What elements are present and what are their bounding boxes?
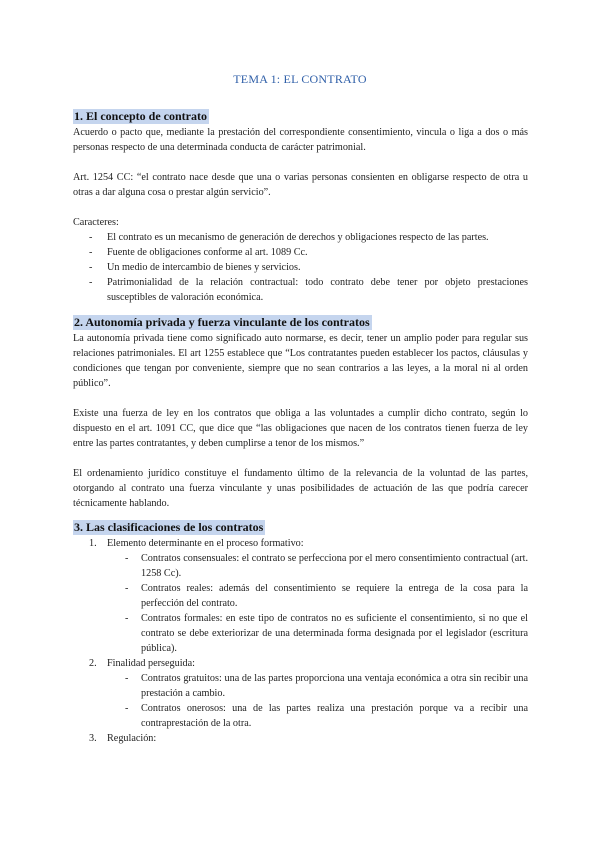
list-item: - Patrimonialidad de la relación contractual: todo contrato debe tener por objeto prestaciones susceptibles de valoración económica. <box>73 275 528 305</box>
list-item <box>73 656 528 731</box>
section-heading: 1. El concepto de contrato <box>74 109 207 123</box>
paragraph: Acuerdo o pacto que, mediante la prestación del correspondiente consentimiento, vincula o liga a dos o más personas respecto de una determinada conducta de carácter patrimonial. <box>73 127 528 153</box>
section-heading: 3. Las clasificaciones de los contratos <box>74 520 264 534</box>
section-clasificaciones <box>73 518 528 746</box>
caracteres-list <box>73 230 528 305</box>
list-number: 2. <box>89 658 97 669</box>
caracteres-label: Caracteres: <box>73 217 119 228</box>
sub-list-item: - Contratos gratuitos: una de las partes proporciona una ventaja económica a otra sin recibir una prestación a cambio. <box>107 671 528 701</box>
paragraph: Art. 1254 CC: “el contrato nace desde que una o varias personas consienten en obligarse respecto de otra u otras a dar alguna cosa o prestar algún servicio”. <box>73 172 528 198</box>
section-heading: 2. Autonomía privada y fuerza vinculante de los contratos <box>74 315 370 329</box>
section-autonomia <box>73 313 528 511</box>
list-item: - Fuente de obligaciones conforme al art. 1089 Cc. <box>73 245 528 260</box>
sub-list <box>107 671 528 731</box>
paragraph: El ordenamiento jurídico constituye el fundamento último de la relevancia de la voluntad de las partes, otorgando al contrato una fuerza vinculante y unas posibilidades de actuación de las que podría carecer técnicamente hablando. <box>73 468 528 509</box>
section-concepto <box>73 107 528 305</box>
list-item: - El contrato es un mecanismo de generación de derechos y obligaciones respecto de las partes. <box>73 230 528 245</box>
list-label: Regulación: <box>107 733 157 744</box>
paragraph: La autonomía privada tiene como significado auto normarse, es decir, tener un amplio poder para regular sus relaciones patrimoniales. El art 1255 establece que “Los contratantes pueden establecer los pactos, cláusulas y condiciones que tengan por conveniente, siempre que no sean contrarios a las leyes, a la moral ni al orden público”. <box>73 333 528 389</box>
sub-list-item: - Contratos onerosos: una de las partes realiza una prestación porque va a recibir una contraprestación de la otra. <box>107 701 528 731</box>
list-label: Finalidad perseguida: <box>107 658 195 669</box>
sub-list-item: - Contratos reales: además del consentimiento se requiere la entrega de la cosa para la perfección del contrato. <box>107 581 528 611</box>
sub-list-item: - Contratos formales: en este tipo de contratos no es suficiente el consentimiento, si no que el contrato se debe exteriorizar de una determinada forma designada por el legislador (escritura pública). <box>107 611 528 656</box>
sub-list <box>107 551 528 656</box>
list-item <box>73 536 528 656</box>
paragraph: Existe una fuerza de ley en los contratos que obliga a las voluntades a cumplir dicho contrato, según lo dispuesto en el art. 1091 CC, que dice que “las obligaciones que nacen de los contratos tienen fuerza de ley entre las partes contratantes, y deben cumplirse a tenor de los mismos.” <box>73 408 528 449</box>
page-title: TEMA 1: EL CONTRATO <box>233 72 367 86</box>
list-label: Elemento determinante en el proceso formativo: <box>107 538 304 549</box>
list-number: 3. <box>89 733 97 744</box>
list-item: - Un medio de intercambio de bienes y servicios. <box>73 260 528 275</box>
sub-list-item: - Contratos consensuales: el contrato se perfecciona por el mero consentimiento contractual (art. 1258 Cc). <box>107 551 528 581</box>
list-item <box>73 731 528 746</box>
clasificaciones-list <box>73 536 528 746</box>
list-number: 1. <box>89 538 97 549</box>
